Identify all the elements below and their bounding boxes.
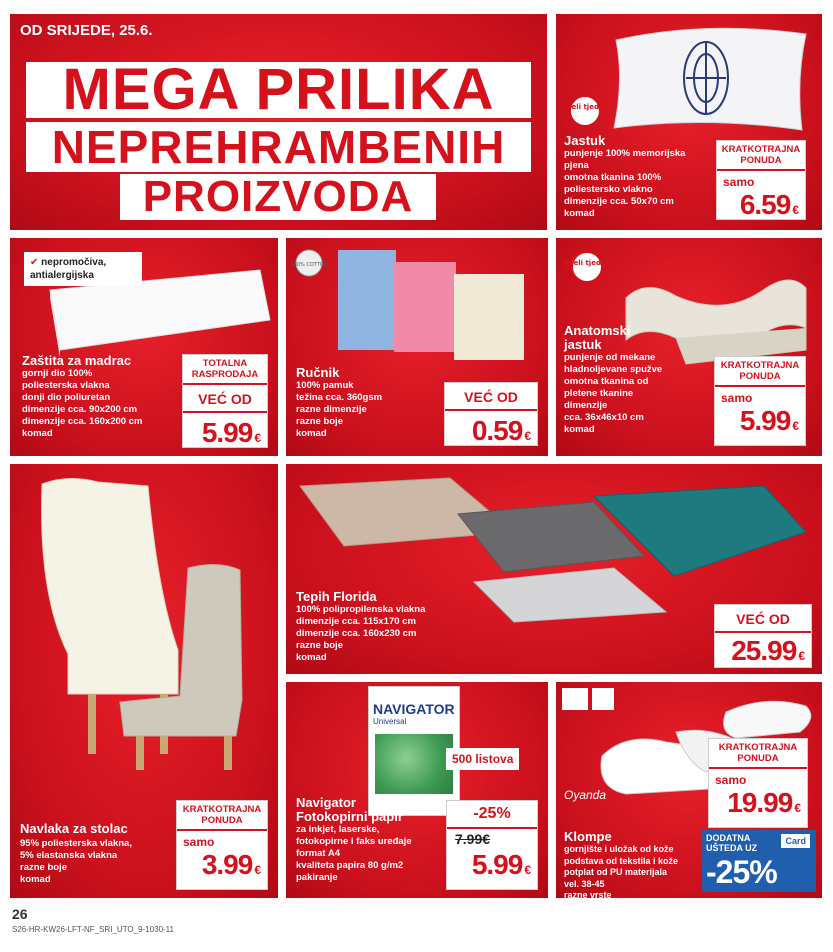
- product-name: Klompe: [564, 829, 612, 844]
- feature-box: ✔ nepromočiva, antialergijska: [24, 252, 142, 286]
- product-name: Navlaka za stolac: [20, 821, 128, 836]
- product-desc: 100% pamuk težina cca. 360gsm razne dimenzije razne boje komad: [296, 380, 383, 439]
- hero-date: OD SRIJEDE, 25.6.: [20, 22, 153, 39]
- hero-line-1: MEGA PRILIKA: [26, 62, 531, 118]
- paper-brand-sub: Universal: [373, 717, 407, 726]
- product-desc: za inkjet, laserske, fotokopirne i faks uređaje format A4 kvaliteta papira 80 g/m2 pakiranje: [296, 824, 412, 883]
- paper-brand: NAVIGATOR: [373, 701, 455, 717]
- product-tepih[interactable]: [286, 464, 822, 674]
- tag-header: TOTALNA RASPRODAJA: [183, 355, 267, 385]
- card-discount: -25%: [706, 854, 777, 890]
- price-tag: [446, 800, 538, 890]
- product-name: Ručnik: [296, 365, 340, 380]
- price-tag: [716, 140, 806, 220]
- svg-text:Bijeli tjedan: Bijeli tjedan: [563, 259, 611, 267]
- price-tag: [714, 604, 812, 668]
- price: 19.99 €: [727, 787, 801, 818]
- product-klompe[interactable]: [556, 682, 822, 912]
- product-rucnik[interactable]: [286, 238, 548, 456]
- product-anatomski[interactable]: [556, 238, 822, 456]
- chair-covers-image: [28, 474, 268, 774]
- tag-label: VEĆ OD: [715, 605, 811, 633]
- bijeli-tjedan-badge-icon: [561, 94, 609, 128]
- product-name: Tepih Florida: [296, 589, 377, 604]
- discount: -25%: [447, 801, 537, 829]
- product-desc: gornjište i uložak od kože podstava od tekstila i kože potplat od PU materijala vel. 38-45 razne vrste par: [564, 844, 679, 912]
- card-line-2: UŠTEDA UZ: [706, 843, 758, 853]
- check-icon: ✔: [30, 257, 39, 268]
- card-discount-badge: [702, 830, 816, 892]
- tag-label: samo: [723, 175, 755, 189]
- tag-label: samo: [183, 835, 215, 849]
- bijeli-tjedan-badge-icon: [563, 250, 611, 284]
- product-name: Zaštita za madrac: [22, 353, 132, 368]
- eco-badge-icon: [562, 688, 588, 710]
- card-logo: Card: [781, 834, 810, 848]
- price: 3.99 €: [201, 849, 261, 880]
- cotton-badge-icon: [290, 248, 328, 278]
- price: 25.99 €: [731, 635, 805, 666]
- product-desc: punjenje od mekane hladnoljevane spužve omotna tkanina od pletene tkanine dimenzije cca. 36x46x10 cm komad: [564, 352, 663, 435]
- product-desc: gornji dio 100% poliesterska vlakna donji dio poliuretan dimenzije cca. 90x200 cm dimenzije cca. 160x200 cm komad: [22, 368, 143, 439]
- product-desc: punjenje 100% memorijska pjena omotna tkanina 100% poliestersko vlakno dimenzije cca. 50x70 cm komad: [564, 148, 686, 219]
- towel-pink-image: [394, 262, 456, 352]
- oyanda-brand: Oyanda: [564, 788, 607, 802]
- tag-label: samo: [715, 773, 747, 787]
- product-name: Jastuk: [564, 133, 606, 148]
- page-code: S26-HR-KW26-LFT-NF_SRI_UTO_9-1030-11: [12, 925, 174, 934]
- product-jastuk[interactable]: [556, 14, 822, 230]
- tag-header: KRATKOTRAJNA PONUDA: [709, 739, 807, 769]
- card-line-1: DODATNA: [706, 833, 751, 843]
- pillow-image: [606, 20, 816, 135]
- product-desc: 95% poliesterska vlakna, 5% elastanska vlakna razne boje komad: [20, 838, 132, 885]
- old-price: 7.99€: [455, 831, 491, 847]
- product-name: Anatomski jastuk: [564, 323, 631, 352]
- sheets-badge: 500 listova: [446, 748, 519, 770]
- page-number: 26: [12, 906, 28, 922]
- tag-label: VEĆ OD: [183, 385, 267, 413]
- price: 5.99 €: [739, 405, 799, 436]
- towel-blue-image: [338, 250, 396, 350]
- price-tag: [182, 354, 268, 448]
- tag-label: VEĆ OD: [445, 383, 537, 411]
- svg-text:Bijeli tjedan: Bijeli tjedan: [561, 103, 609, 111]
- towel-beige-image: [454, 274, 524, 360]
- price: 5.99 €: [471, 849, 531, 880]
- tag-header: KRATKOTRAJNA PONUDA: [177, 801, 267, 831]
- price-tag: [714, 356, 806, 446]
- tag-label: samo: [721, 391, 753, 405]
- hero-line-2: NEPREHRAMBENIH: [26, 122, 531, 172]
- tag-header: KRATKOTRAJNA PONUDA: [715, 357, 805, 387]
- price-tag: [444, 382, 538, 446]
- hero-line-3: PROIZVODA: [120, 174, 436, 220]
- hero-banner: [10, 14, 547, 230]
- product-papir[interactable]: [286, 682, 548, 898]
- product-name: Navigator Fotokopirni papir: [296, 795, 403, 824]
- price: 0.59 €: [471, 415, 531, 446]
- product-desc: 100% polipropilenska vlakna dimenzije cca. 115x170 cm dimenzije cca. 160x230 cm razne boje komad: [296, 604, 426, 663]
- price-tag: [176, 800, 268, 890]
- globe-icon: [375, 734, 453, 794]
- price: 6.59 €: [739, 189, 799, 220]
- price: 5.99 €: [201, 417, 261, 448]
- tag-header: KRATKOTRAJNA PONUDA: [717, 141, 805, 171]
- product-navlaka[interactable]: [10, 464, 278, 898]
- price-tag: [708, 738, 808, 828]
- product-zastita[interactable]: [10, 238, 278, 456]
- svg-text:100% COTTON: 100% COTTON: [290, 262, 328, 268]
